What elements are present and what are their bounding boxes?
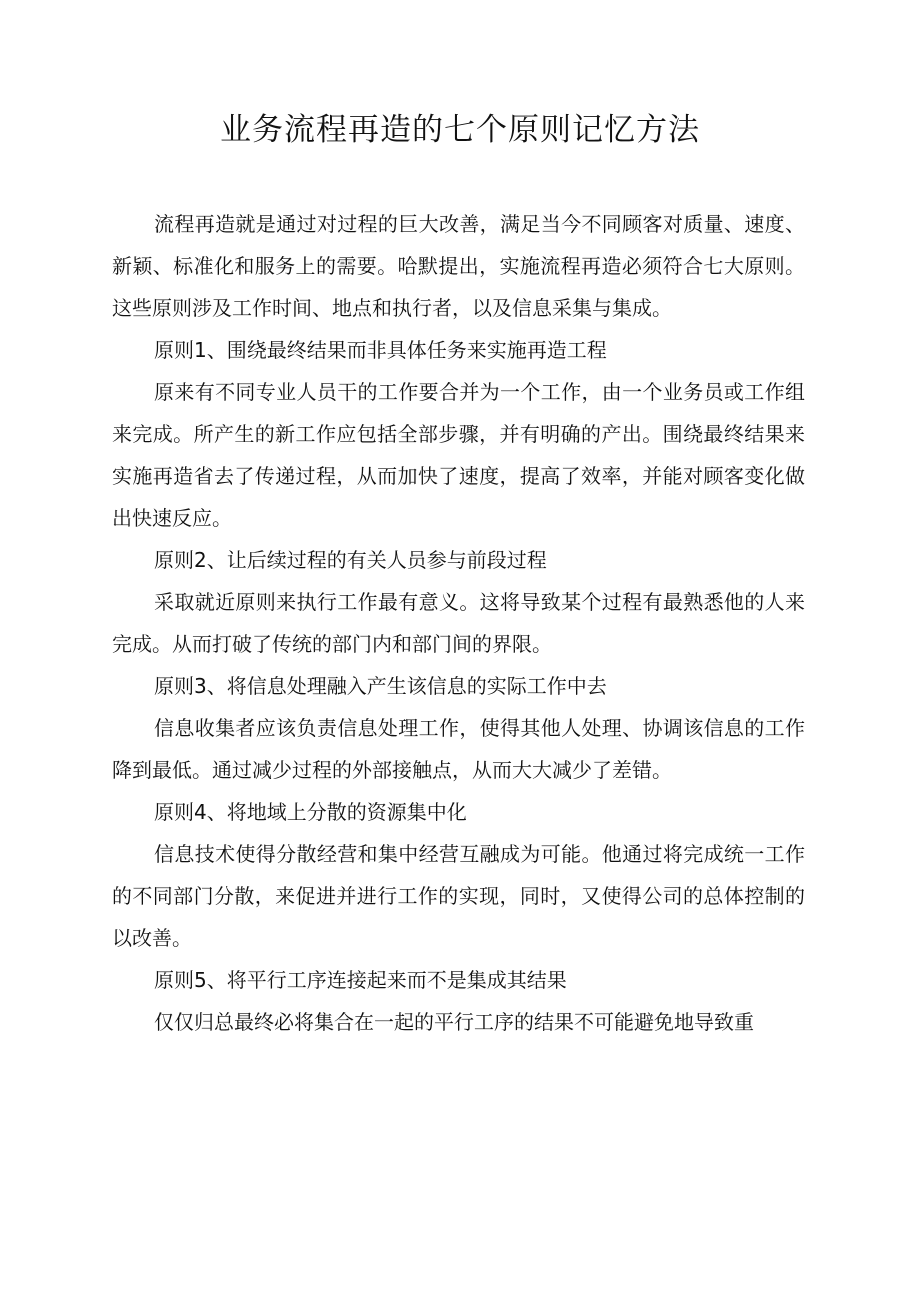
document-body (112, 203, 805, 1043)
intro-paragraph: 流程再造就是通过对过程的巨大改善，满足当今不同顾客对质量、速度、新颖、标准化和服务上的需要。哈默提出，实施流程再造必须符合七大原则。这些原则涉及工作时间、地点和执行者，以及信息采集与集成。 (112, 212, 805, 320)
document-title: 业务流程再造的七个原则记忆方法 (220, 112, 700, 148)
principle-3-heading: 原则3、将信息处理融入产生该信息的实际工作中去 (154, 674, 607, 698)
principle-4-paragraph: 信息技术使得分散经营和集中经营互融成为可能。他通过将完成统一工作的不同部门分散，来促进并进行工作的实现，同时，又使得公司的总体控制的以改善。 (112, 842, 805, 950)
principle-5-paragraph: 仅仅归总最终必将集合在一起的平行工序的结果不可能避免地导致重 (154, 1010, 754, 1034)
principle-4-heading: 原则4、将地域上分散的资源集中化 (154, 800, 467, 824)
principle-2-paragraph: 采取就近原则来执行工作最有意义。这将导致某个过程有最熟悉他的人来完成。从而打破了传统的部门内和部门间的界限。 (112, 590, 805, 656)
principle-5-heading: 原则5、将平行工序连接起来而不是集成其结果 (154, 968, 567, 992)
principle-1-heading: 原则1、围绕最终结果而非具体任务来实施再造工程 (154, 338, 607, 362)
principle-1-paragraph: 原来有不同专业人员干的工作要合并为一个工作，由一个业务员或工作组来完成。所产生的新工作应包括全部步骤，并有明确的产出。围绕最终结果来实施再造省去了传递过程，从而加快了速度，提高了效率，并能对顾客变化做出快速反应。 (112, 380, 805, 530)
principle-2-heading: 原则2、让后续过程的有关人员参与前段过程 (154, 548, 547, 572)
principle-3-paragraph: 信息收集者应该负责信息处理工作，使得其他人处理、协调该信息的工作降到最低。通过减少过程的外部接触点，从而大大减少了差错。 (112, 716, 805, 782)
